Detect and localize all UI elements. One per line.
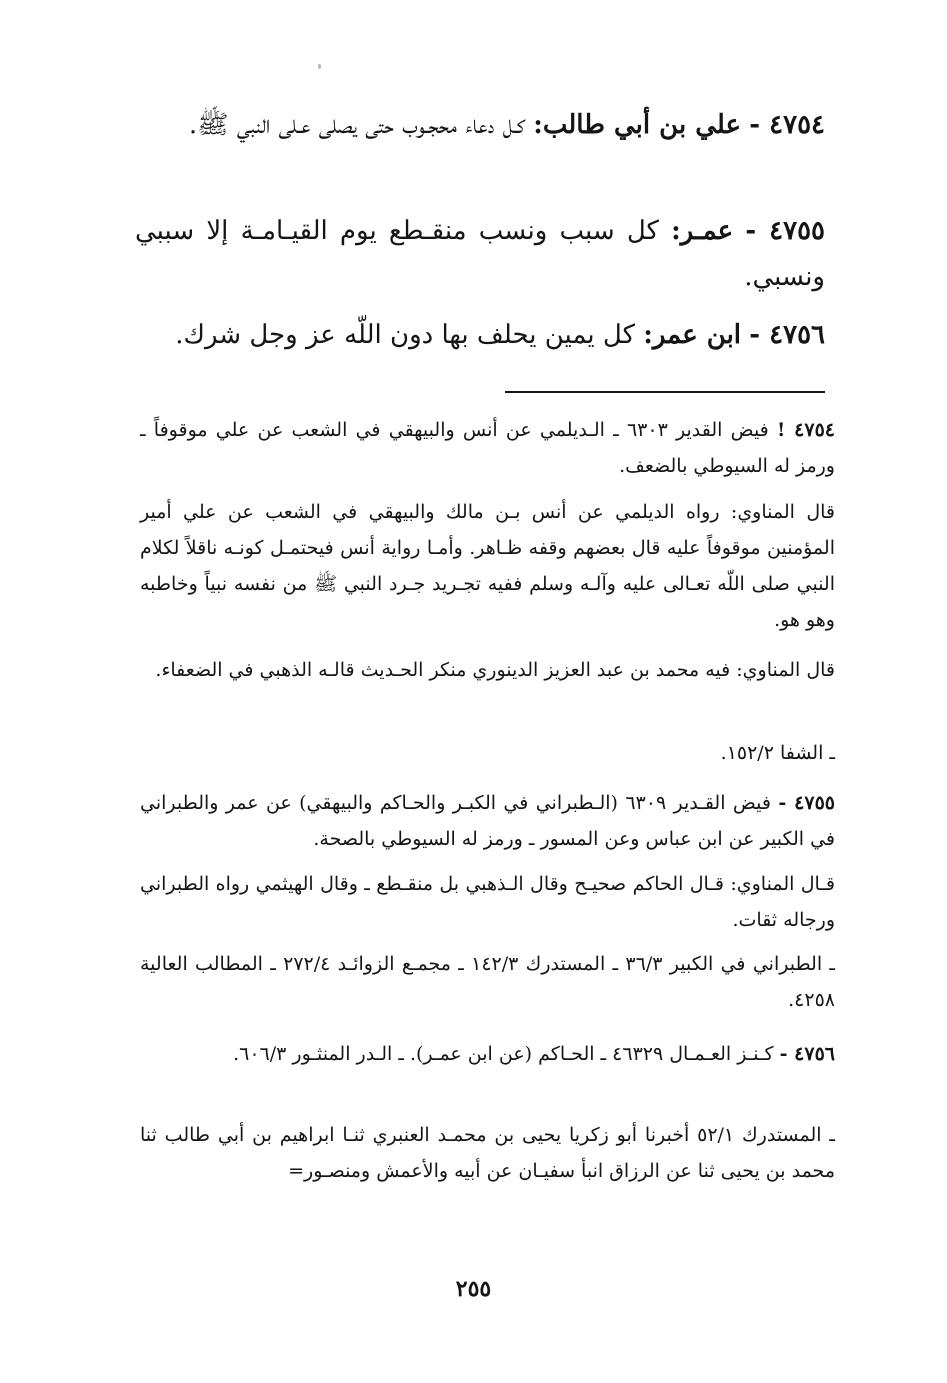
hadith-entry-4756 [135,312,825,358]
entry-number: ٤٧٥٥ - [745,216,825,246]
footnote-4756 [140,1036,895,1072]
footnote-text: فيض القدير ٦٣٠٣ ـ الـديلمي عن أنس والبيهقي في الشعب عن علي موقوفاً ـ ورمز له السيوطي بالضعف. [140,419,835,477]
entry-number: ٤٧٥٤ - [749,110,825,140]
footnote-4754 [140,412,895,484]
footnote-number: ٤٧٥٤ ! [777,419,835,441]
footnote-text: قال المناوي: فيه محمد بن عبد العزيز الدينوري منكر الحـديث قالـه الذهبي في الضعفاء. [155,659,835,681]
page-number: ٢٥٥ [455,1276,492,1302]
scan-speck [318,64,321,69]
footnote-text: كـنـز العـمـال ٤٦٣٢٩ ـ الحـاكم (عن ابن عمـر). ـ الـدر المنثـور ٦٠٦/٣. [233,1043,774,1065]
footnote-number: ٤٧٥٦ - [779,1043,835,1065]
footnote-4755-manawi-comment [140,866,895,938]
entry-text: كل سبب ونسب منقـطع يوم القيـامـة إلا سببي ونسبي. [135,216,825,292]
entry-narrator: ابن عمر: [643,320,742,350]
footnote-4754-shifa-reference [140,735,895,771]
footnote-text: قـال المناوي: قـال الحاكم صحيـح وقال الـذهبي بل منقـطع ـ وقال الهيثمي رواه الطبراني ورجاله ثقات. [140,873,835,931]
entry-narrator: علي بن أبي طالب: [533,110,742,140]
footnote-text: ـ الطبراني في الكبير ٣٦/٣ ـ المستدرك ١٤٢/٣ ـ مجمـع الزوائـد ٢٧٢/٤ ـ المطالب العالية ٤٢٥٨. [140,953,835,1011]
footnote-4755 [140,785,895,857]
entry-text: كـل دعاء محجـوب حتى يصلى عـلى النبي ﷺ. [188,110,525,140]
entry-number: ٤٧٥٦ - [749,320,825,350]
footnote-text: ـ الشفا ١٥٢/٢. [720,742,835,764]
footnote-4754-manawi-comment [140,494,895,638]
footnote-text: ـ المستدرك ٥٢/١ أخبرنا أبو زكريا يحيى بن محمـد العنبري ثنـا ابراهيم بن أبي طالب ثنا محمد بن يحيى ثنا عن الرزاق انبأ سفيـان عن أبيه والأعمش ومنصـور= [140,1124,835,1182]
footnote-4755-references [140,946,895,1018]
footnote-4754-manawi-narrator-note [140,652,895,688]
footnote-separator-rule [505,391,825,393]
entry-text: كل يمين يحلف بها دون اللّه عز وجل شرك. [175,320,635,350]
footnote-text: فيض القـدير ٦٣٠٩ (الـطبراني في الكبـر والحـاكم والبيهقي) عن عمر والطبراني في الكبير عن ابن عباس وعن المسور ـ ورمز له السيوطي بالصحة. [140,792,835,850]
hadith-entry-4754 [135,102,825,148]
entry-narrator: عمـر: [671,216,734,246]
footnote-number: ٤٧٥٥ - [778,792,835,814]
footnote-text: قال المناوي: رواه الديلمي عن أنس بـن مالك والبيهقي في الشعب عن علي أمير المؤمنين موقوفاً عليه قال بعضهم وقفه ظـاهر. وأمـا رواية أنس فيحتمـل كونـه ناقلاً لكلام النبي صلى اللّه تعـالى عليه وآلـه وسلم ففيه تجـريد جـرد النبي ﷺ من نفسه نبياً وخاطبه وهو هو. [140,501,835,631]
footnote-4756-mustadrak [140,1117,895,1189]
hadith-entry-4755 [135,208,825,300]
